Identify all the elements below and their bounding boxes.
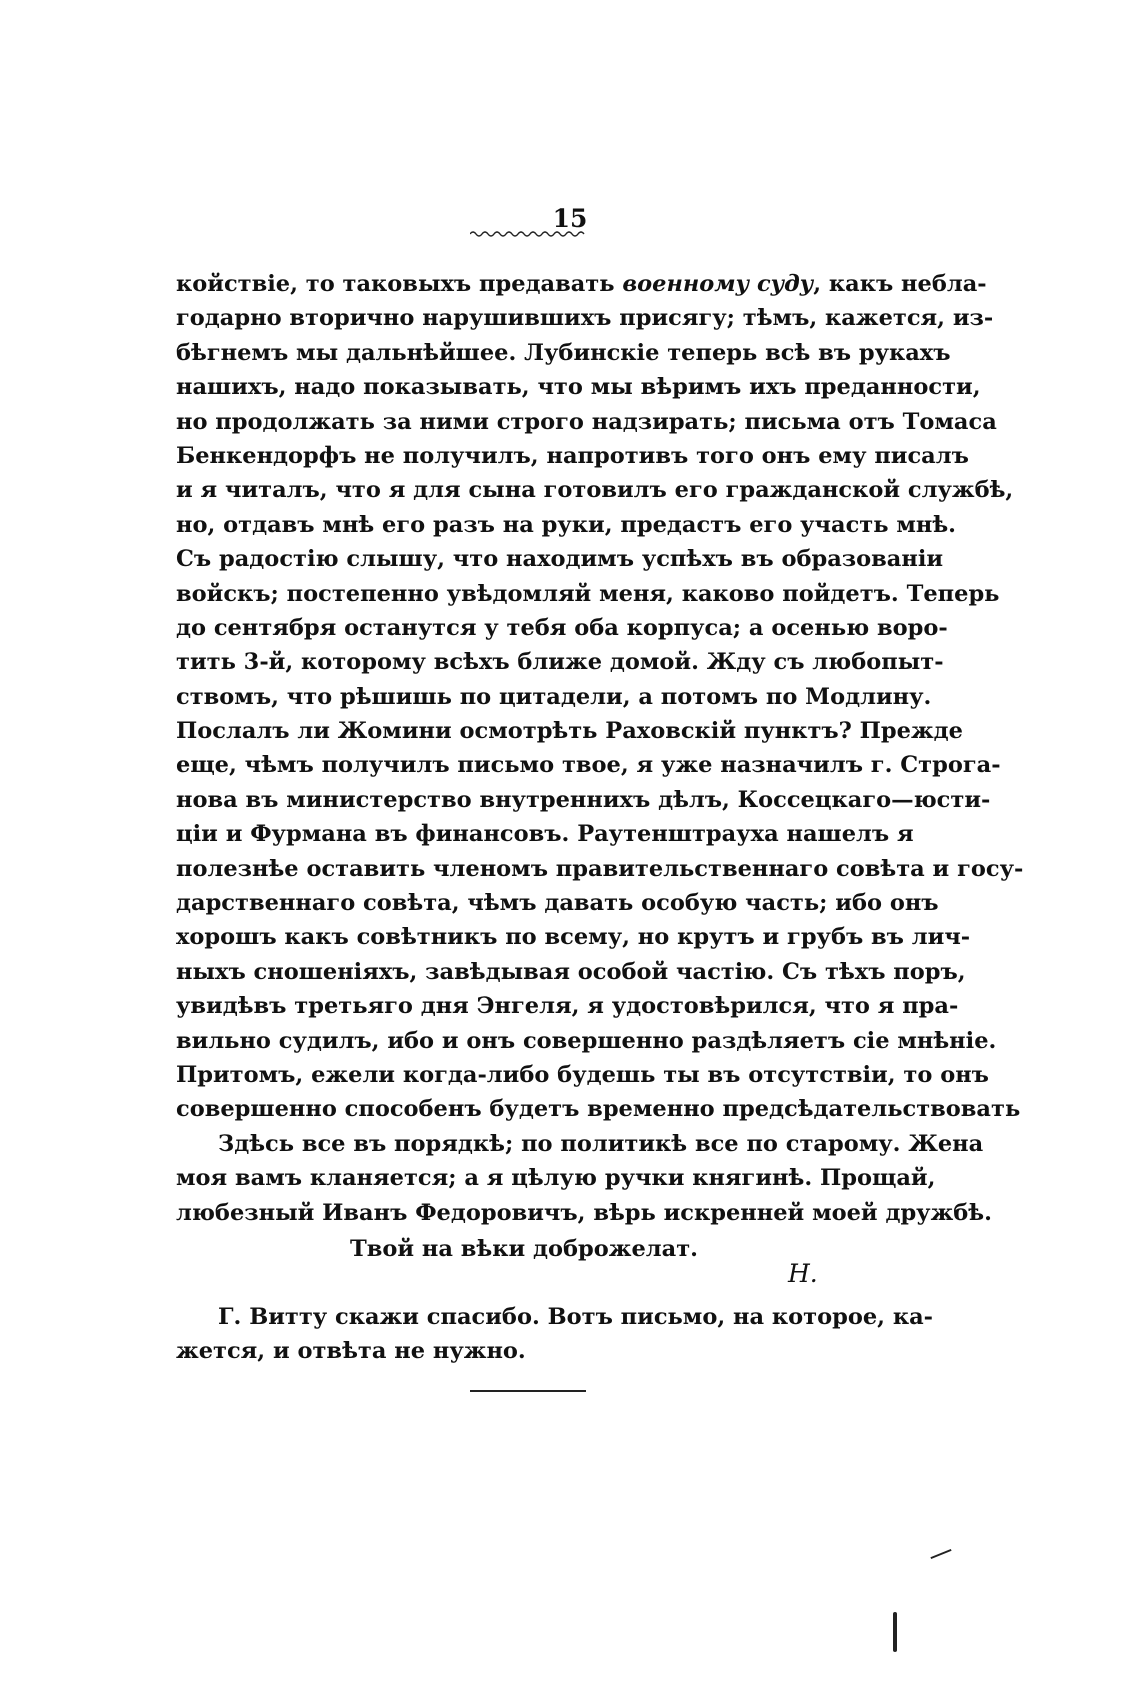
text-run: Бенкендорфъ не получилъ, напротивъ того онъ ему писалъ	[176, 442, 969, 469]
text-line	[176, 301, 994, 335]
text-line	[176, 955, 966, 989]
text-run: до сентября останутся у тебя оба корпуса; а осенью воро-	[176, 614, 948, 641]
text-run: войскъ; постепенно увѣдомляй меня, каково пойдетъ. Теперь	[176, 580, 1000, 607]
text-line	[176, 1161, 936, 1195]
text-run: увидѣвъ третьяго дня Энгеля, я удостовѣрился, что я пра-	[176, 993, 959, 1020]
page-number: 15	[552, 204, 588, 233]
text-run: , какъ небла-	[813, 271, 987, 297]
letter-body	[176, 267, 1024, 1230]
text-run: совершенно способенъ будетъ временно предсѣдательствовать	[176, 1096, 1021, 1123]
postscript	[176, 1300, 933, 1369]
text-line	[176, 1300, 933, 1334]
closing-line: Твой на вѣки доброжелат.	[350, 1236, 699, 1262]
text-run: ныхъ сношеніяхъ, завѣдывая особой частію. Съ тѣхъ поръ,	[176, 958, 966, 985]
text-run: тить 3-й, которому всѣхъ ближе домой. Жду съ любопыт-	[176, 649, 944, 676]
text-run: но продолжать за ними строго надзирать; письма отъ Томаса	[176, 408, 997, 435]
text-line	[176, 1334, 876, 1368]
text-run: нашихъ, надо показывать, что мы вѣримъ ихъ преданности,	[176, 374, 981, 401]
stray-mark	[930, 1549, 951, 1559]
text-line	[176, 577, 1000, 611]
text-run: любезный Иванъ Федоровичъ, вѣрь искренней моей дружбѣ.	[176, 1199, 992, 1226]
text-run: Съ радостію слышу, что находимъ успѣхъ въ образованіи	[176, 546, 944, 573]
text-line	[176, 852, 1024, 886]
text-run: вильно судилъ, ибо и онъ совершенно раздѣляетъ сіе мнѣніе.	[176, 1027, 997, 1054]
end-rule	[470, 1390, 586, 1392]
text-run: и я читалъ, что я для сына готовилъ его гражданской службѣ,	[176, 477, 1014, 504]
text-line	[176, 989, 959, 1023]
stray-mark	[893, 1612, 897, 1652]
text-run: полезнѣе оставить членомъ правительственнаго совѣта и госу-	[176, 855, 1024, 882]
text-line	[176, 1196, 992, 1230]
text-line	[176, 1127, 984, 1161]
text-line	[176, 1024, 997, 1058]
text-run: Г. Витту скажи спасибо. Вотъ письмо, на которое, ка-	[218, 1304, 933, 1330]
text-run: койствіе, то таковыхъ предавать	[176, 271, 623, 297]
text-run: но, отдавъ мнѣ его разъ на руки, предастъ его участь мнѣ.	[176, 511, 957, 538]
text-run: жется, и отвѣта не нужно.	[176, 1338, 526, 1365]
text-line	[176, 267, 987, 301]
text-run: ствомъ, что рѣшишь по цитадели, а потомъ по Модлину.	[176, 683, 932, 710]
text-run: хорошъ какъ совѣтникъ по всему, но крутъ и грубъ въ лич-	[176, 924, 971, 951]
text-run: Притомъ, ежели когда-либо будешь ты въ отсутствіи, то онъ	[176, 1061, 989, 1088]
text-run: Послалъ ли Жомини осмотрѣть Раховскій пунктъ? Прежде	[176, 718, 963, 745]
text-line	[176, 817, 914, 851]
text-line	[176, 508, 957, 542]
text-line	[176, 336, 951, 370]
text-line	[176, 680, 932, 714]
text-line	[176, 370, 981, 404]
text-line	[176, 714, 963, 748]
text-run: нова въ министерство внутреннихъ дѣлъ, Коссецкаго—юсти-	[176, 786, 991, 813]
text-line	[176, 645, 944, 679]
text-run: дарственнаго совѣта, чѣмъ давать особую часть; ибо онъ	[176, 890, 939, 917]
text-line	[176, 473, 1014, 507]
signature: Н.	[788, 1259, 818, 1288]
text-run: Здѣсь все въ порядкѣ; по политикѣ все по старому. Жена	[218, 1130, 984, 1157]
emphasized-text: военному суду	[622, 271, 814, 297]
text-run: годарно вторично нарушившихъ присягу; тѣмъ, кажется, из-	[176, 305, 994, 332]
text-line	[176, 1058, 989, 1092]
text-line	[176, 886, 939, 920]
decorative-wavy-rule	[470, 229, 586, 239]
text-line	[176, 405, 997, 439]
text-run: бѣгнемъ мы дальнѣйшее. Лубинскіе теперь всѣ въ рукахъ	[176, 339, 951, 366]
text-line	[176, 611, 948, 645]
text-run: моя вамъ кланяется; а я цѣлую ручки княгинѣ. Прощай,	[176, 1165, 936, 1192]
text-line	[176, 439, 969, 473]
text-line	[176, 783, 991, 817]
text-line	[176, 920, 971, 954]
text-line	[176, 748, 1001, 782]
text-line	[176, 542, 944, 576]
text-run: еще, чѣмъ получилъ письмо твое, я уже назначилъ г. Строга-	[176, 752, 1001, 779]
text-run: ціи и Фурмана въ финансовъ. Раутенштрауха нашелъ я	[176, 821, 914, 848]
text-line	[176, 1092, 1021, 1126]
